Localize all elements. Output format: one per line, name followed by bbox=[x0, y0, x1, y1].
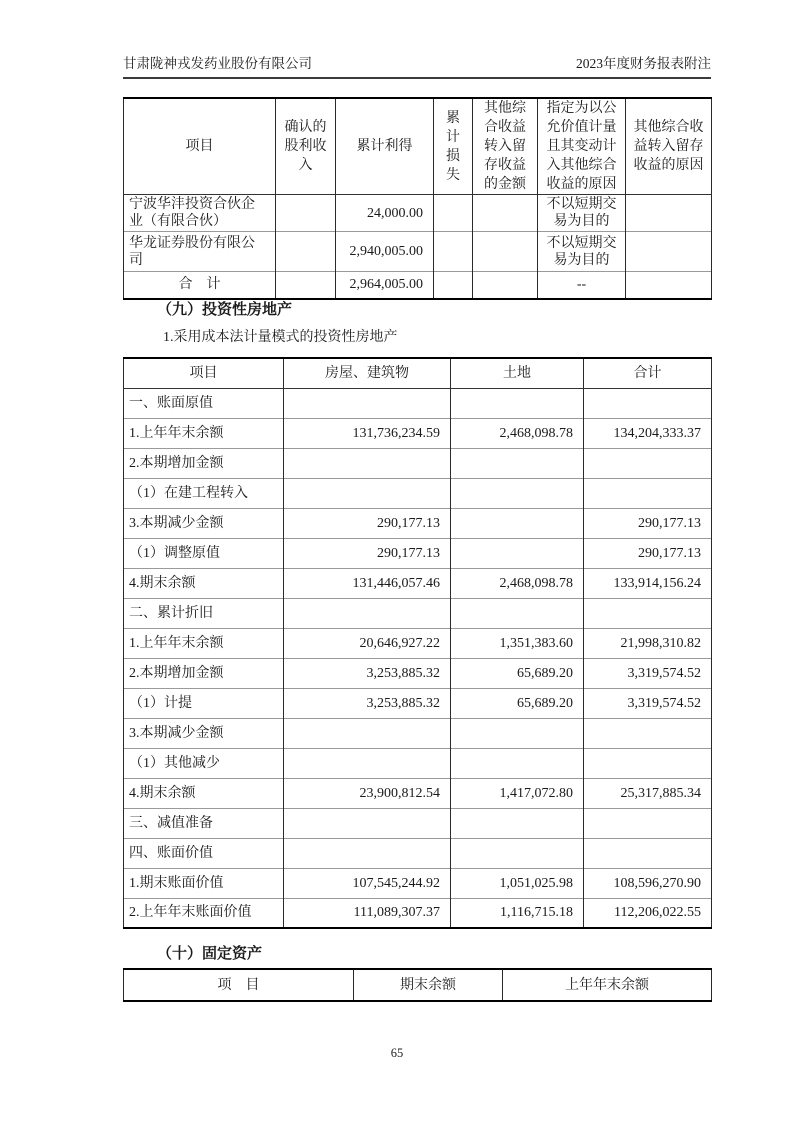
table-cell: 133,914,156.24 bbox=[584, 568, 712, 598]
table-cell: 2.本期增加金额 bbox=[124, 448, 284, 478]
table-cell bbox=[434, 195, 473, 232]
table-cell: 112,206,022.55 bbox=[584, 898, 712, 928]
table-cell: 24,000.00 bbox=[336, 195, 434, 232]
table-cell bbox=[284, 388, 451, 418]
table-cell: 1,417,072.80 bbox=[451, 778, 584, 808]
column-header: 其他综合收益转入留存收益的金额 bbox=[473, 98, 538, 195]
table-row bbox=[124, 388, 712, 418]
table-cell bbox=[451, 508, 584, 538]
table-cell: 3,319,574.52 bbox=[584, 688, 712, 718]
table-cell: 宁波华沣投资合伙企业（有限合伙） bbox=[124, 195, 276, 232]
table-row bbox=[124, 508, 712, 538]
table-row bbox=[124, 898, 712, 928]
column-header: 累计损失 bbox=[434, 98, 473, 195]
table-row bbox=[124, 195, 712, 232]
column-header: 项目 bbox=[124, 358, 284, 388]
table-cell: 2,940,005.00 bbox=[336, 232, 434, 272]
table-cell: 1,051,025.98 bbox=[451, 868, 584, 898]
table-cell bbox=[584, 388, 712, 418]
table-cell: 290,177.13 bbox=[284, 538, 451, 568]
table-cell: 二、累计折旧 bbox=[124, 598, 284, 628]
table-cell bbox=[473, 272, 538, 299]
table-cell: 4.期末余额 bbox=[124, 778, 284, 808]
table-cell: 2,468,098.78 bbox=[451, 418, 584, 448]
table-cell bbox=[451, 718, 584, 748]
table-cell bbox=[626, 232, 712, 272]
table-cell bbox=[626, 272, 712, 299]
table-cell bbox=[473, 232, 538, 272]
table-cell: （1）在建工程转入 bbox=[124, 478, 284, 508]
table-cell: 21,998,310.82 bbox=[584, 628, 712, 658]
table-cell: 1.上年年末余额 bbox=[124, 628, 284, 658]
table-cell bbox=[284, 478, 451, 508]
table-row bbox=[124, 598, 712, 628]
table-cell: 2.上年年末账面价值 bbox=[124, 898, 284, 928]
table-cell bbox=[434, 232, 473, 272]
table-cell bbox=[284, 838, 451, 868]
table-cell: 111,089,307.37 bbox=[284, 898, 451, 928]
table-cell bbox=[473, 195, 538, 232]
table-cell bbox=[584, 478, 712, 508]
table-row bbox=[124, 688, 712, 718]
column-header: 土地 bbox=[451, 358, 584, 388]
table-cell: 290,177.13 bbox=[584, 538, 712, 568]
table-cell: 20,646,927.22 bbox=[284, 628, 451, 658]
section-10-heading: （十）固定资产 bbox=[157, 945, 263, 962]
column-header: 期末余额 bbox=[354, 969, 503, 1001]
table-cell: 2,964,005.00 bbox=[336, 272, 434, 299]
table-cell: 131,446,057.46 bbox=[284, 568, 451, 598]
table-cell: 134,204,333.37 bbox=[584, 418, 712, 448]
table-cell bbox=[284, 448, 451, 478]
table-cell bbox=[584, 838, 712, 868]
table-cell bbox=[584, 718, 712, 748]
table-cell bbox=[284, 808, 451, 838]
table-cell bbox=[276, 195, 336, 232]
table-cell: 3.本期减少金额 bbox=[124, 508, 284, 538]
table-cell bbox=[451, 598, 584, 628]
table-cell: 3,319,574.52 bbox=[584, 658, 712, 688]
table-cell: 三、减值准备 bbox=[124, 808, 284, 838]
table-cell: 不以短期交易为目的 bbox=[538, 232, 626, 272]
table-cell bbox=[451, 448, 584, 478]
table-cell: 290,177.13 bbox=[584, 508, 712, 538]
table-row bbox=[124, 628, 712, 658]
table-row bbox=[124, 808, 712, 838]
column-header: 确认的股利收入 bbox=[276, 98, 336, 195]
table-cell: 1.上年年末余额 bbox=[124, 418, 284, 448]
table-cell bbox=[451, 478, 584, 508]
table-cell: 2.本期增加金额 bbox=[124, 658, 284, 688]
table-cell: 3,253,885.32 bbox=[284, 688, 451, 718]
column-header: 项目 bbox=[124, 98, 276, 195]
table-cell bbox=[451, 748, 584, 778]
table-cell bbox=[584, 748, 712, 778]
table-cell: -- bbox=[538, 272, 626, 299]
table-cell: 3,253,885.32 bbox=[284, 658, 451, 688]
fixed-assets-table bbox=[123, 968, 712, 1002]
column-header: 上年年末余额 bbox=[503, 969, 712, 1001]
table-cell bbox=[284, 718, 451, 748]
table-cell: （1）调整原值 bbox=[124, 538, 284, 568]
column-header: 项 目 bbox=[124, 969, 354, 1001]
table-row bbox=[124, 538, 712, 568]
column-header: 指定为以公允价值计量且其变动计入其他综合收益的原因 bbox=[538, 98, 626, 195]
table-cell bbox=[584, 808, 712, 838]
table-cell bbox=[434, 272, 473, 299]
table-cell: 2,468,098.78 bbox=[451, 568, 584, 598]
table-cell: 65,689.20 bbox=[451, 688, 584, 718]
column-header: 合计 bbox=[584, 358, 712, 388]
section-9-heading: （九）投资性房地产 bbox=[157, 301, 293, 318]
table-cell bbox=[284, 598, 451, 628]
table-row bbox=[124, 232, 712, 272]
table-cell: 108,596,270.90 bbox=[584, 868, 712, 898]
table-cell bbox=[451, 538, 584, 568]
table-cell: 25,317,885.34 bbox=[584, 778, 712, 808]
table-cell bbox=[584, 448, 712, 478]
table-cell: 23,900,812.54 bbox=[284, 778, 451, 808]
table-cell: 131,736,234.59 bbox=[284, 418, 451, 448]
column-header: 累计利得 bbox=[336, 98, 434, 195]
table-cell: （1）计提 bbox=[124, 688, 284, 718]
table-row bbox=[124, 448, 712, 478]
table-cell: 四、账面价值 bbox=[124, 838, 284, 868]
table-cell bbox=[451, 808, 584, 838]
column-header: 其他综合收益转入留存收益的原因 bbox=[626, 98, 712, 195]
table-row bbox=[124, 272, 712, 299]
table-cell: 不以短期交易为目的 bbox=[538, 195, 626, 232]
header-company-name: 甘肃陇神戎发药业股份有限公司 bbox=[123, 56, 312, 71]
table-cell: 1,116,715.18 bbox=[451, 898, 584, 928]
table-cell: 1.期末账面价值 bbox=[124, 868, 284, 898]
table-row bbox=[124, 568, 712, 598]
table-cell bbox=[451, 838, 584, 868]
table-cell: 4.期末余额 bbox=[124, 568, 284, 598]
table-cell bbox=[626, 195, 712, 232]
table-cell: 65,689.20 bbox=[451, 658, 584, 688]
table-cell: 华龙证券股份有限公司 bbox=[124, 232, 276, 272]
table-row bbox=[124, 778, 712, 808]
table-row bbox=[124, 838, 712, 868]
header-doc-title: 2023年度财务报表附注 bbox=[576, 56, 711, 71]
table-cell bbox=[276, 272, 336, 299]
table-cell: 一、账面原值 bbox=[124, 388, 284, 418]
section-9-subheading: 1.采用成本法计量模式的投资性房地产 bbox=[163, 330, 398, 345]
table-cell: 1,351,383.60 bbox=[451, 628, 584, 658]
table-cell: 3.本期减少金额 bbox=[124, 718, 284, 748]
table-row bbox=[124, 748, 712, 778]
table-cell bbox=[584, 598, 712, 628]
table-row bbox=[124, 418, 712, 448]
column-header: 房屋、建筑物 bbox=[284, 358, 451, 388]
equity-investment-income-table bbox=[123, 97, 712, 300]
table-row bbox=[124, 478, 712, 508]
table-cell bbox=[451, 388, 584, 418]
table-row bbox=[124, 868, 712, 898]
table-row bbox=[124, 658, 712, 688]
investment-property-table bbox=[123, 357, 712, 929]
table-cell: （1）其他减少 bbox=[124, 748, 284, 778]
table-cell bbox=[276, 232, 336, 272]
table-row bbox=[124, 718, 712, 748]
page-number: 65 bbox=[390, 1046, 404, 1060]
table-cell: 290,177.13 bbox=[284, 508, 451, 538]
table-cell: 107,545,244.92 bbox=[284, 868, 451, 898]
table-cell: 合 计 bbox=[124, 272, 276, 299]
page-header bbox=[123, 52, 711, 79]
table-cell bbox=[284, 748, 451, 778]
